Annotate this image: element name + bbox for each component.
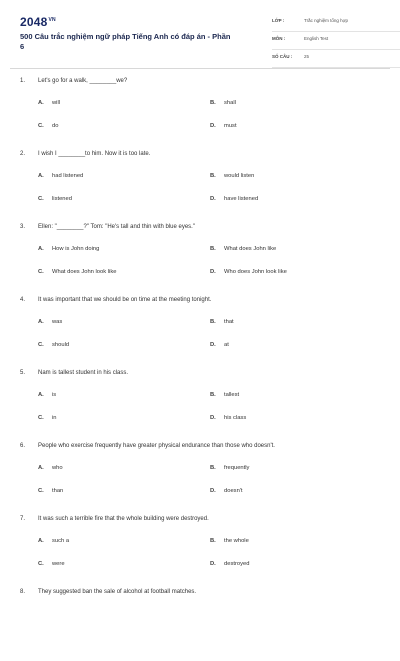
question-text xyxy=(20,223,195,231)
meta-label: MÔN : xyxy=(272,36,286,41)
question-text xyxy=(20,588,196,596)
option-letter: A. xyxy=(38,319,44,325)
question-number: 3. xyxy=(20,224,26,230)
option-b[interactable] xyxy=(210,172,254,180)
option-a[interactable] xyxy=(38,464,63,472)
option-letter: D. xyxy=(210,269,216,275)
option-d[interactable] xyxy=(210,487,243,495)
question-number: 8. xyxy=(20,589,26,595)
question-text xyxy=(20,296,211,304)
option-b[interactable] xyxy=(210,537,249,545)
option-text: is xyxy=(52,392,57,398)
option-letter: D. xyxy=(210,123,216,129)
option-d[interactable] xyxy=(210,122,237,130)
option-text: Who does John look like xyxy=(224,269,287,275)
option-d[interactable] xyxy=(210,195,258,203)
option-d[interactable] xyxy=(210,560,249,568)
option-a[interactable] xyxy=(38,318,62,326)
question-prompt: Let's go for a walk, ________we? xyxy=(38,78,128,84)
meta-value: 25 xyxy=(304,54,310,59)
option-b[interactable] xyxy=(210,391,239,399)
document-title: 500 Câu trắc nghiệm ngữ pháp Tiếng Anh có đáp án - Phần 6 xyxy=(20,32,231,51)
option-b[interactable] xyxy=(210,99,236,107)
meta-label: LỚP : xyxy=(272,18,285,23)
option-text: do xyxy=(52,123,59,129)
option-letter: A. xyxy=(38,392,44,398)
option-text: in xyxy=(52,415,57,421)
option-letter: C. xyxy=(38,269,44,275)
option-text: would listen xyxy=(224,173,255,179)
option-text: What does John like xyxy=(224,246,277,252)
option-text: were xyxy=(52,561,65,567)
option-d[interactable] xyxy=(210,268,287,276)
option-letter: B. xyxy=(210,173,216,179)
option-c[interactable] xyxy=(38,560,65,568)
question-number: 7. xyxy=(20,516,26,522)
option-text: who xyxy=(52,465,63,471)
question-4 xyxy=(20,296,380,369)
question-list xyxy=(20,77,380,661)
option-letter: A. xyxy=(38,173,44,179)
logo-suffix: VN xyxy=(48,17,56,23)
question-prompt: I wish I ________to him. Now it is too late. xyxy=(38,151,151,157)
question-number: 4. xyxy=(20,297,26,303)
question-6 xyxy=(20,442,380,515)
question-prompt: They suggested ban the sale of alcohol at football matches. xyxy=(38,589,197,595)
option-letter: C. xyxy=(38,561,44,567)
meta-label: SỐ CÂU : xyxy=(272,54,293,59)
question-5 xyxy=(20,369,380,442)
question-prompt: Nam is tallest student in his class. xyxy=(38,370,129,376)
question-8 xyxy=(20,588,380,661)
option-c[interactable] xyxy=(38,268,116,276)
option-text: should xyxy=(52,342,70,348)
option-letter: B. xyxy=(210,319,216,325)
header-divider xyxy=(10,68,390,69)
meta-row-subject xyxy=(272,34,400,50)
question-number: 6. xyxy=(20,443,26,449)
question-prompt: Ellen: "________?" Tom: "He's tall and thin with blue eyes." xyxy=(38,224,195,230)
question-prompt: It was such a terrible fire that the whole building were destroyed. xyxy=(38,516,209,522)
option-letter: A. xyxy=(38,246,44,252)
option-text: What does John look like xyxy=(52,269,117,275)
option-text: shall xyxy=(224,100,236,106)
option-text: tallest xyxy=(224,392,240,398)
question-text xyxy=(20,77,127,85)
meta-row-class xyxy=(272,16,400,32)
option-d[interactable] xyxy=(210,414,246,422)
option-c[interactable] xyxy=(38,122,58,130)
question-text xyxy=(20,150,150,158)
option-letter: D. xyxy=(210,196,216,202)
question-3 xyxy=(20,223,380,296)
question-1 xyxy=(20,77,380,150)
question-text xyxy=(20,369,128,377)
question-text xyxy=(20,442,275,450)
option-letter: B. xyxy=(210,392,216,398)
option-c[interactable] xyxy=(38,487,63,495)
question-2 xyxy=(20,150,380,223)
option-b[interactable] xyxy=(210,318,234,326)
question-7 xyxy=(20,515,380,588)
option-letter: C. xyxy=(38,342,44,348)
option-letter: C. xyxy=(38,123,44,129)
question-prompt: It was important that we should be on time at the meeting tonight. xyxy=(38,297,212,303)
option-text: have listened xyxy=(224,196,259,202)
option-a[interactable] xyxy=(38,245,99,253)
option-c[interactable] xyxy=(38,195,72,203)
option-text: doesn't xyxy=(224,488,243,494)
logo-text: 2048 xyxy=(20,15,48,29)
option-letter: D. xyxy=(210,488,216,494)
option-letter: A. xyxy=(38,465,44,471)
meta-value: Trắc nghiệm tổng hợp xyxy=(304,18,349,23)
option-c[interactable] xyxy=(38,341,69,349)
option-letter: A. xyxy=(38,538,44,544)
option-text: had listened xyxy=(52,173,84,179)
option-c[interactable] xyxy=(38,414,57,422)
option-letter: B. xyxy=(210,465,216,471)
option-text: will xyxy=(52,100,61,106)
option-text: such a xyxy=(52,538,70,544)
option-letter: B. xyxy=(210,100,216,106)
option-letter: D. xyxy=(210,561,216,567)
option-text: the whole xyxy=(224,538,249,544)
option-text: destroyed xyxy=(224,561,250,567)
document-meta xyxy=(272,16,400,70)
option-text: at xyxy=(224,342,229,348)
option-text: must xyxy=(224,123,237,129)
option-letter: B. xyxy=(210,246,216,252)
option-text: that xyxy=(224,319,234,325)
option-b[interactable] xyxy=(210,245,276,253)
option-a[interactable] xyxy=(38,391,56,399)
meta-value: English Test xyxy=(304,36,329,41)
option-letter: B. xyxy=(210,538,216,544)
option-letter: D. xyxy=(210,342,216,348)
option-text: How is John doing xyxy=(52,246,100,252)
option-a[interactable] xyxy=(38,172,83,180)
question-text xyxy=(20,515,209,523)
option-text: was xyxy=(52,319,63,325)
meta-row-count xyxy=(272,52,400,68)
option-b[interactable] xyxy=(210,464,249,472)
option-a[interactable] xyxy=(38,537,69,545)
option-a[interactable] xyxy=(38,99,60,107)
option-letter: C. xyxy=(38,415,44,421)
document-header xyxy=(20,0,380,66)
option-letter: A. xyxy=(38,100,44,106)
option-text: his class xyxy=(224,415,247,421)
option-text: listened xyxy=(52,196,72,202)
option-text: than xyxy=(52,488,64,494)
question-number: 5. xyxy=(20,370,26,376)
question-prompt: People who exercise frequently have greater physical endurance than those who doesn't. xyxy=(38,443,275,449)
option-letter: D. xyxy=(210,415,216,421)
option-text: frequently xyxy=(224,465,250,471)
question-number: 1. xyxy=(20,78,26,84)
option-d[interactable] xyxy=(210,341,229,349)
question-number: 2. xyxy=(20,151,26,157)
option-letter: C. xyxy=(38,196,44,202)
option-letter: C. xyxy=(38,488,44,494)
site-logo[interactable] xyxy=(20,15,56,29)
